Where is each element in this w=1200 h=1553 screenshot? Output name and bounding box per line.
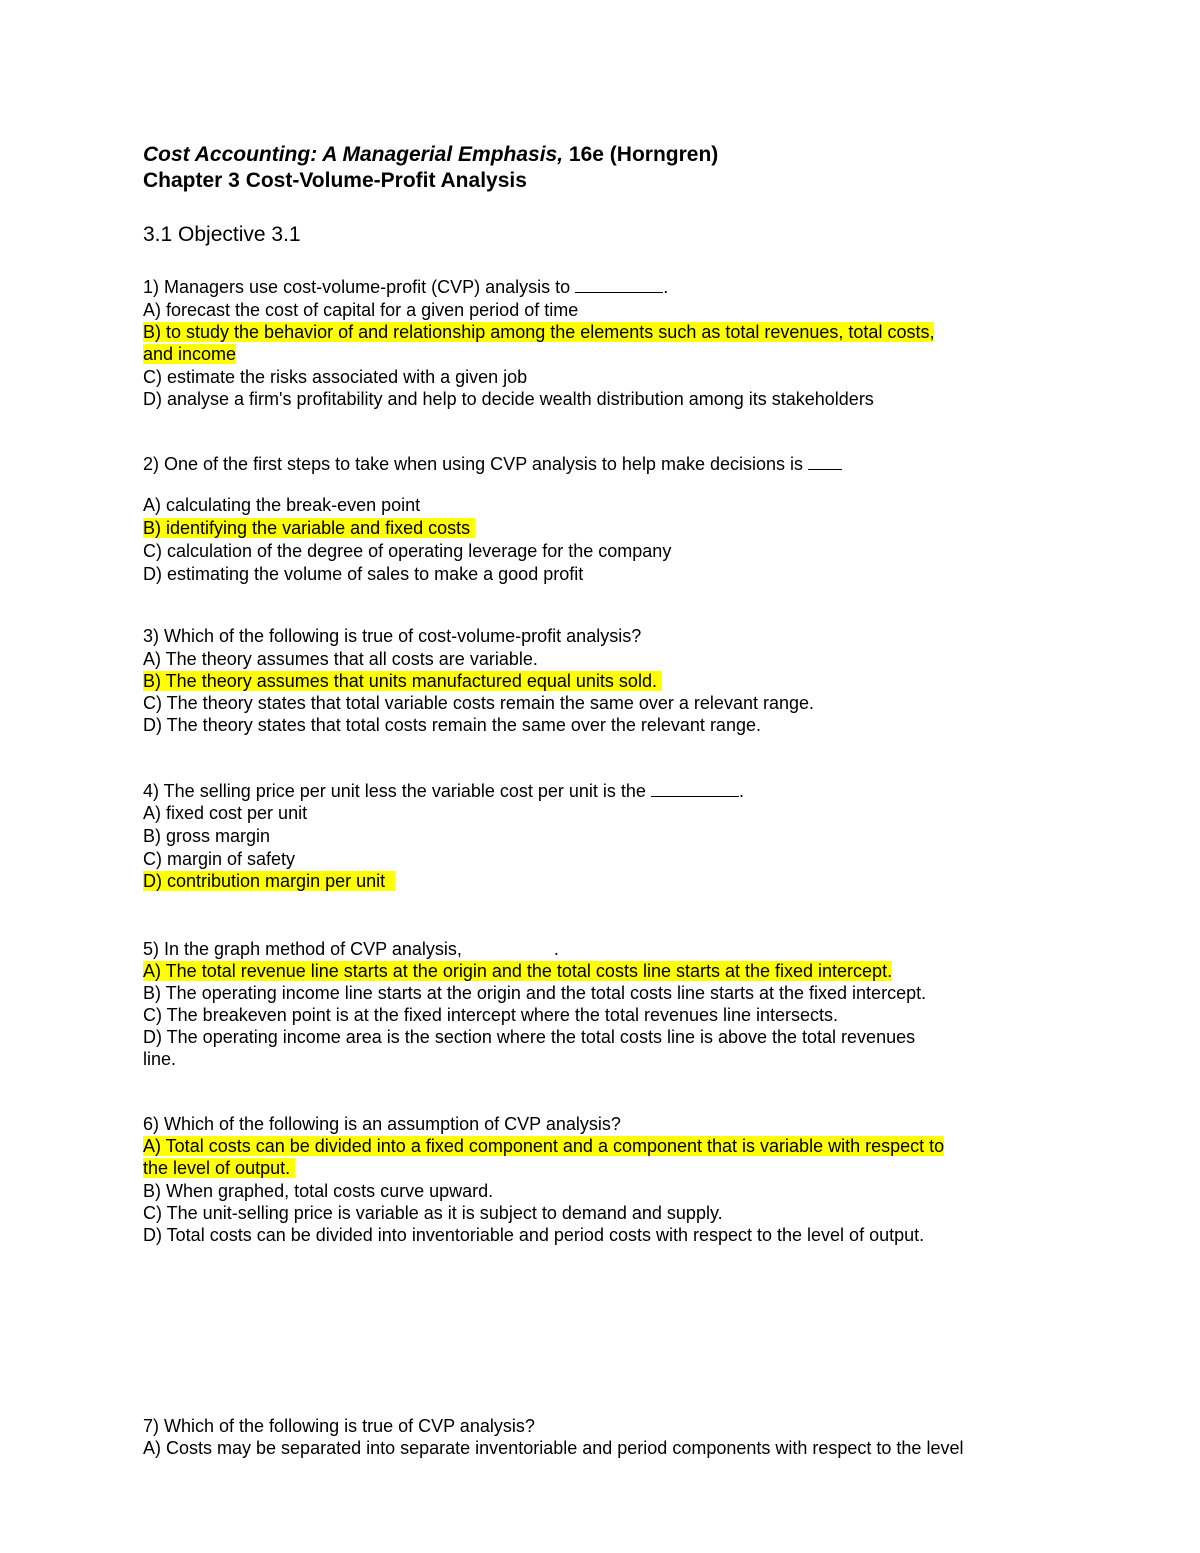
question-6-option-b: B) When graphed, total costs curve upward. xyxy=(143,1181,494,1201)
question-2-stem: 2) One of the first steps to take when using CVP analysis to help make decisions is xyxy=(143,453,842,475)
question-4-option-a: A) fixed cost per unit xyxy=(143,803,308,823)
question-1-option-a: A) forecast the cost of capital for a given period of time xyxy=(143,300,579,320)
highlighted-answer: B) The theory assumes that units manufactured equal units sold. xyxy=(143,671,657,691)
edition: 16e xyxy=(568,143,604,166)
question-5-stem: 5) In the graph method of CVP analysis, . xyxy=(143,939,559,959)
question-6-option-a-cont xyxy=(143,1157,295,1179)
highlighted-answer: A) The total revenue line starts at the origin and the total costs line starts at the fixed intercept. xyxy=(143,961,893,981)
book-title-line xyxy=(143,142,718,168)
question-5-option-b: B) The operating income line starts at the origin and the total costs line starts at the fixed intercept. xyxy=(143,983,927,1003)
question-4-option-b: B) gross margin xyxy=(143,826,271,846)
question-1-option-c: C) estimate the risks associated with a given job xyxy=(143,367,528,387)
question-4-option-d xyxy=(143,870,395,892)
highlighted-answer: and income xyxy=(143,344,237,364)
section-title: 3.1 Objective 3.1 xyxy=(143,223,301,246)
question-3-option-c: C) The theory states that total variable costs remain the same over a relevant range. xyxy=(143,693,815,713)
question-1-option-b xyxy=(143,321,934,343)
question-7-option-a: A) Costs may be separated into separate inventoriable and period components with respect to the level xyxy=(143,1438,964,1458)
question-6-option-a xyxy=(143,1135,944,1157)
question-6-option-c: C) The unit-selling price is variable as it is subject to demand and supply. xyxy=(143,1203,723,1223)
question-2-option-a: A) calculating the break-even point xyxy=(143,495,421,515)
question-6-stem: 6) Which of the following is an assumption of CVP analysis? xyxy=(143,1114,621,1134)
question-4-stem: 4) The selling price per unit less the variable cost per unit is the . xyxy=(143,781,744,801)
question-1-option-b-cont xyxy=(143,343,236,365)
question-1-stem: 1) Managers use cost-volume-profit (CVP) analysis to . xyxy=(143,277,669,297)
highlighted-answer: B) identifying the variable and fixed costs xyxy=(143,518,471,538)
question-1-option-d: D) analyse a firm's profitability and help to decide wealth distribution among its stakeholders xyxy=(143,389,874,409)
question-3-stem: 3) Which of the following is true of cost-volume-profit analysis? xyxy=(143,626,642,646)
question-6-option-d: D) Total costs can be divided into inventoriable and period costs with respect to the level of output. xyxy=(143,1225,925,1245)
answer-blank xyxy=(808,453,842,470)
author: (Horngren) xyxy=(609,143,719,166)
answer-blank xyxy=(575,276,663,293)
question-5-option-a xyxy=(143,960,892,982)
highlighted-answer: B) to study the behavior of and relationship among the elements such as total revenues, total costs, xyxy=(143,322,935,342)
book-title: Cost Accounting: A Managerial Emphasis, xyxy=(143,143,564,166)
question-5-option-c: C) The breakeven point is at the fixed intercept where the total revenues line intersects. xyxy=(143,1005,839,1025)
question-2-option-c: C) calculation of the degree of operating leverage for the company xyxy=(143,541,672,561)
question-5-option-d-cont: line. xyxy=(143,1049,177,1069)
question-2-option-d: D) estimating the volume of sales to make a good profit xyxy=(143,564,584,584)
question-4-option-c: C) margin of safety xyxy=(143,849,296,869)
question-3-option-d: D) The theory states that total costs remain the same over the relevant range. xyxy=(143,715,761,735)
highlighted-answer: A) Total costs can be divided into a fixed component and a component that is variable with respect to xyxy=(143,1136,945,1156)
question-3-option-a: A) The theory assumes that all costs are variable. xyxy=(143,649,538,669)
question-7-stem: 7) Which of the following is true of CVP analysis? xyxy=(143,1416,535,1436)
highlighted-answer: D) contribution margin per unit xyxy=(143,871,386,891)
question-5-option-d: D) The operating income area is the section where the total costs line is above the total revenues xyxy=(143,1027,916,1047)
question-3-option-b xyxy=(143,670,662,692)
answer-blank xyxy=(651,780,739,797)
question-2-option-b xyxy=(143,517,475,539)
highlighted-answer: the level of output. xyxy=(143,1158,291,1178)
chapter-title: Chapter 3 Cost-Volume-Profit Analysis xyxy=(143,169,527,192)
